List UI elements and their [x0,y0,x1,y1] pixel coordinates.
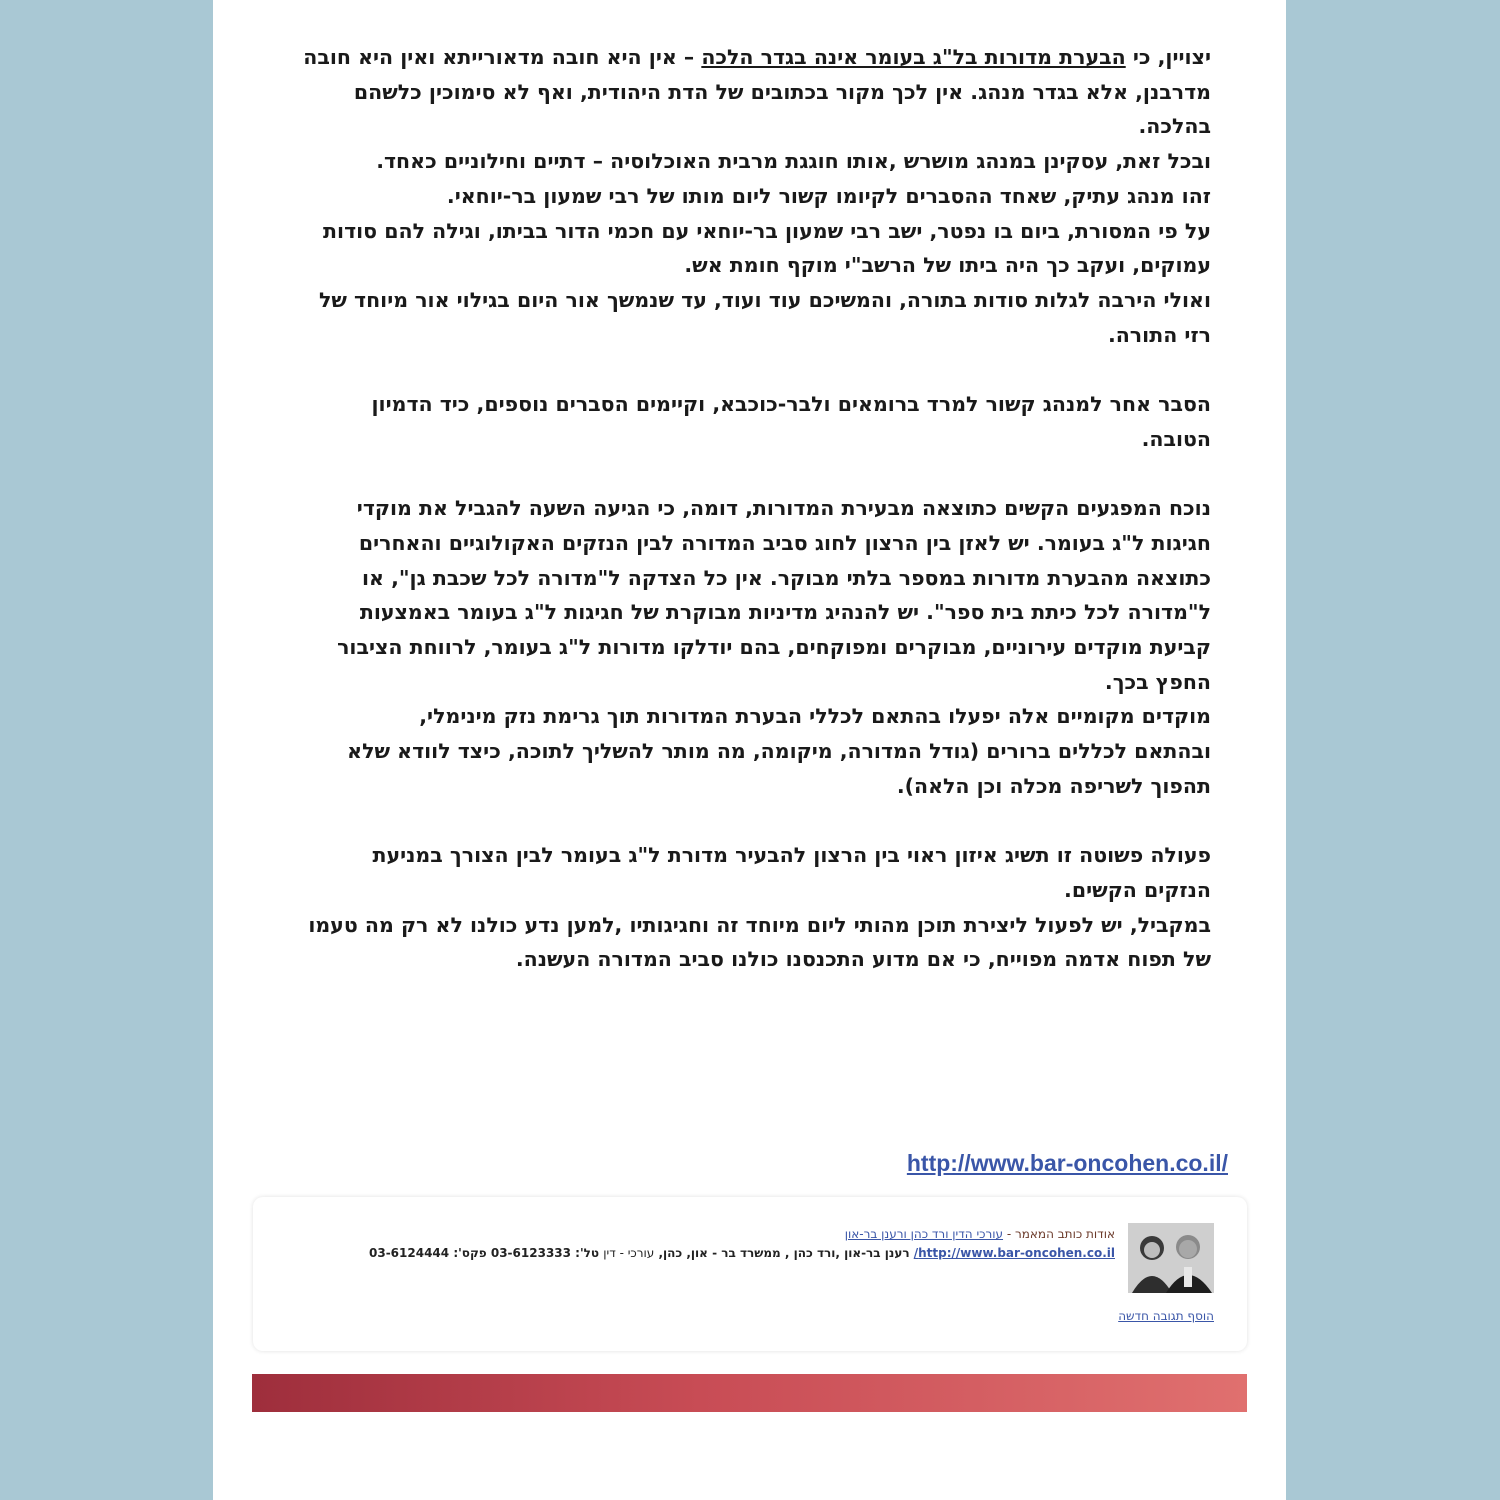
document-page [213,0,1286,1500]
author-website-link[interactable]: http://www.bar-oncohen.co.il/ [913,1246,1115,1260]
author-details [295,1225,1115,1263]
author-about-line: אודות כותב המאמר - עורכי הדין ורד כהן ורענן בר-און [844,1227,1115,1241]
paragraph-other-explanation: הסבר אחר למנהג קשור למרד ברומאים ולבר-כוכבא, וקיימים הסברים נוספים, כיד הדמיון הטובה. [371,392,1211,451]
paragraph-custom: ובכל זאת, עסקינן במנהג מושרש ,אותו חוגגת מרבית האוכלוסיה – דתיים וחילוניים כאחד. [376,149,1211,174]
author-photo [1128,1223,1214,1293]
paragraph-local-sites: מוקדים מקומיים אלה יפעלו בהתאם לכללי הבערת המדורות תוך גרימת נזק מינימלי, [419,704,1211,729]
footer-bar [252,1374,1247,1412]
website-link[interactable]: http://www.bar-oncohen.co.il/ [906,1150,1228,1176]
paragraph-halacha: יצויין, כי הבערת מדורות בל"ג בעומר אינה בגדר הלכה – אין היא חובה מדאורייתא ואין היא חובה מדרבנן, אלא בגדר מנהג. אין לכך מקור בכתובים של הדת היהודית, ואף לא סימוכין כלשהם בהלכה. [303,45,1211,139]
paragraph-tradition: על פי המסורת, ביום בו נפטר, ישב רבי שמעון בר-יוחאי עם חכמי הדור בביתו, וגילה להם סודות עמוקים, ועקב כך היה ביתו של הרשב"י מוקף חומת אש. [323,218,1211,278]
paragraph-ancient-custom: זהו מנהג עתיק, שאחד ההסברים לקיומו קשור ליום מותו של רבי שמעון בר-יוחאי. [446,183,1211,208]
paragraph-content: במקביל, יש לפעול ליצירת תוכן מהותי ליום מיוחד זה וחגיגותיו ,למען נדע כולנו לא רק מה טעמו של תפוח אדמה מפוייח, כי אם מדוע התכנסנו כולנו סביב המדורה העשנה. [308,912,1211,972]
author-names-link[interactable]: עורכי הדין ורד כהן ורענן בר-און [844,1227,1004,1241]
author-box [253,1197,1247,1351]
article-body [299,40,1211,977]
paragraph-rules: ובהתאם לכללים ברורים (גודל המדורה, מיקומה, מה מותר להשליך לתוכה, כיצד לוודא שלא תהפוך לשריפה מכלה וכן הלאה). [347,739,1211,798]
paragraph-hazards: נוכח המפגעים הקשים כתוצאה מבעירת המדורות, דומה, כי הגיעה השעה להגביל את מוקדי חגיגות ל"ג בעומר. יש לאזן בין הרצון לחוג סביב המדורה לבין הנזקים האקולוגיים והאחרים כתוצאה מהבערת מדורות במספר בלתי מבוקר. אין כל הצדקה ל"מדורה לכל שכבת גן", או ל"מדורה לכל כיתת בית ספר". יש להנהיג מדיניות מבוקרת של חגיגות ל"ג בעומר באמצעות קביעת מוקדים עירוניים, מבוקרים ומפוקחים, בהם יודלקו מדורות ל"ג בעומר, לרווחת הציבור החפץ בכך. [337,496,1211,694]
paragraph-balance: פעולה פשוטה זו תשיג איזון ראוי בין הרצון להבעיר מדורת ל"ג בעומר לבין הצורך במניעת הנזקים הקשים. [372,843,1211,902]
paragraph-secrets: ואולי הירבה לגלות סודות בתורה, והמשיכם עוד ועוד, עד שנמשך אור היום בגילוי אור מיוחד של רזי התורה. [318,287,1211,347]
author-contact-line: http://www.bar-oncohen.co.il/ רענן בר-און ,ורד כהן , ממשרד בר - און, כהן, עורכי - דין טל': 03-6123333 פקס': 03-6124444 [369,1246,1115,1260]
underlined-statement: הבערת מדורות בל"ג בעומר אינה בגדר הלכה [701,45,1126,69]
add-response-link[interactable]: הוסף תגובה חדשה [1118,1309,1214,1323]
